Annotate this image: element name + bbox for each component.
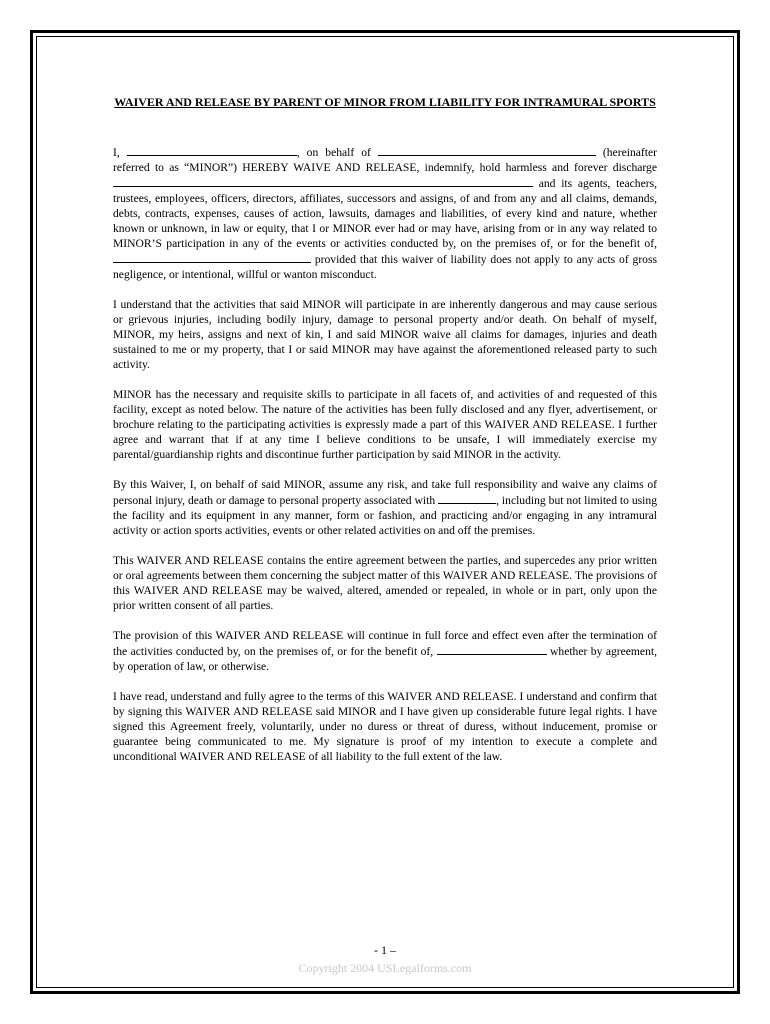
document-title: WAIVER AND RELEASE BY PARENT OF MINOR FROM LIABILITY FOR INTRAMURAL SPORTS <box>114 95 656 109</box>
paragraph-skills: MINOR has the necessary and requisite skills to participate in all facets of, and activities of and requested of this facility, except as noted below. The nature of the activities has been fully disclosed and any flyer, advertisement, or brochure relating to the participating activities is expressly made a part of this WAIVER AND RELEASE. I further agree and warrant that if at any time I believe conditions to be unsafe, I will immediately exercise my parental/guardianship rights and discontinue further participation by said MINOR in the activity. <box>113 388 657 461</box>
document-body <box>113 94 657 779</box>
paragraph-assumption-of-risk: By this Waiver, I, on behalf of said MINOR, assume any risk, and take full responsibility and waive any claims of personal injury, death or damage to personal property associated with , including but not limited to using the facility and its equipment in any manner, form or fashion, and practicing and/or engaging in any intramural activity or action sports activities, events or other related activities on and off the premises. <box>113 478 657 537</box>
survival-party-blank[interactable] <box>437 643 547 655</box>
paragraph-survival: The provision of this WAIVER AND RELEASE will continue in full force and effect even after the termination of the activities conducted by, on the premises of, or for the benefit of, whether by agreement, by operation of law, or otherwise. <box>113 629 657 673</box>
paragraph-entire-agreement: This WAIVER AND RELEASE contains the entire agreement between the parties, and supercedes any prior written or oral agreements between them concerning the subject matter of this WAIVER AND RELEASE. The provisions of this WAIVER AND RELEASE may be waived, altered, amended or repealed, in whole or in part, only upon the prior written consent of all parties. <box>113 554 657 612</box>
paragraph-acknowledgement: I have read, understand and fully agree to the terms of this WAIVER AND RELEASE. I understand and confirm that by signing this WAIVER AND RELEASE said MINOR and I have given up considerable future legal rights. I have signed this Agreement freely, voluntarily, under no duress or threat of duress, without inducement, promise or guarantee being communicated to me. My signature is proof of my intention to execute a complete and unconditional WAIVER AND RELEASE of all liability to the full extent of the law. <box>113 690 657 763</box>
released-party-blank[interactable] <box>113 175 533 187</box>
parent-name-blank[interactable] <box>127 144 297 156</box>
benefit-party-blank[interactable] <box>113 251 311 263</box>
paragraph-risk-acknowledgement: I understand that the activities that said MINOR will participate in are inherently dangerous and may cause serious or grievous injuries, including bodily injury, damage to personal property and/or death. On behalf of myself, MINOR, my heirs, assigns and next of kin, I and said MINOR waive all claims for damages, injuries and death sustained to me or my property, that I or said MINOR may have against the aforementioned released party to such activity. <box>113 298 657 371</box>
page-number: - 1 – <box>374 943 396 957</box>
copyright-notice: Copyright 2004 USLegalforms.com <box>298 961 472 975</box>
minor-name-blank[interactable] <box>378 144 596 156</box>
activity-blank[interactable] <box>438 492 496 504</box>
paragraph-release: I, , on behalf of (hereinafter referred to as “MINOR”) HEREBY WAIVE AND RELEASE, indemnify, hold harmless and forever discharge and its agents, teachers, trustees, employees, officers, directors, affiliates, successors and assigns, of and from any and all claims, demands, debts, contracts, expenses, causes of action, lawsuits, damages and liabilities, of every kind and nature, whether known or unknown, in law or equity, that I or MINOR ever had or may have, arising from or in any way related to MINOR’S participation in any of the events or activities conducted by, on the premises of, or for the benefit of, provided that this waiver of liability does not apply to any acts of gross negligence, or intentional, willful or wanton misconduct. <box>113 146 657 281</box>
